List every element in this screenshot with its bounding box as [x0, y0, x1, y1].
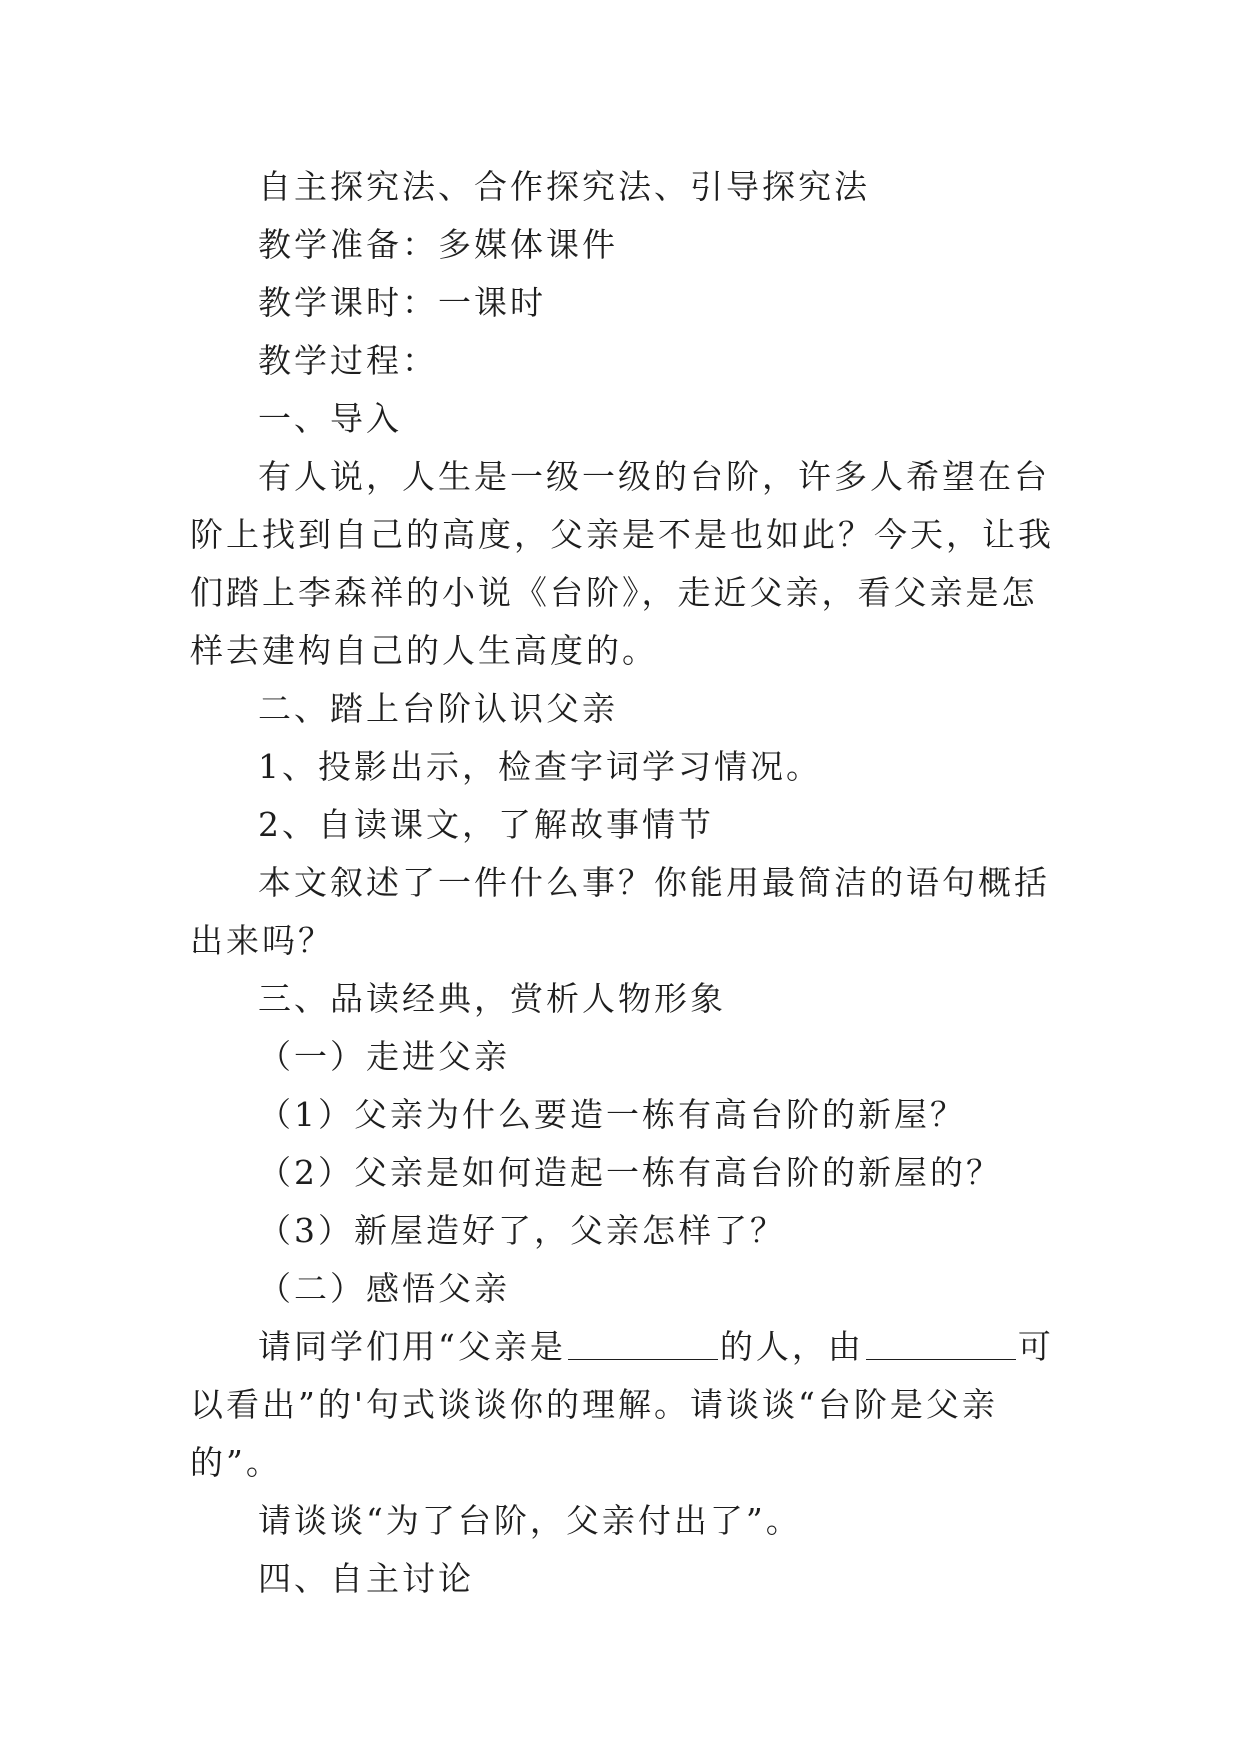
- method-line: 自主探究法、合作探究法、引导探究法: [258, 167, 870, 206]
- section-4-heading: 四、自主讨论: [258, 1559, 474, 1598]
- question-3-line: （3）新屋造好了，父亲怎样了？: [258, 1211, 786, 1250]
- document-body: [190, 158, 1060, 1608]
- process-heading: 教学过程：: [258, 341, 438, 380]
- question-2-line: （2）父亲是如何造起一栋有高台阶的新屋的？: [258, 1153, 1002, 1192]
- fill-blank-2: [866, 1326, 1016, 1360]
- step-1-line: 1、投影出示，检查字词学习情况。: [258, 747, 822, 786]
- fill-blank-1: [568, 1326, 718, 1360]
- subsection-2-heading: （二）感悟父亲: [258, 1269, 510, 1308]
- section-3-heading: 三、品读经典，赏析人物形象: [258, 979, 726, 1018]
- section-1-heading: 一、导入: [258, 399, 402, 438]
- fill-in-paragraph: [190, 1318, 1060, 1492]
- discussion-prompt-line: 请谈谈“为了台阶，父亲付出了”。: [258, 1501, 802, 1540]
- preparation-line: 教学准备：多媒体课件: [258, 225, 618, 264]
- fill-text-part-2: 的人，由: [719, 1327, 864, 1366]
- question-paragraph: 本文叙述了一件什么事？你能用最简洁的语句概括出来吗？: [190, 863, 1050, 960]
- subsection-1-heading: （一）走进父亲: [258, 1037, 510, 1076]
- question-1-line: （1）父亲为什么要造一栋有高台阶的新屋？: [258, 1095, 966, 1134]
- fill-text-part-1: 请同学们用“父亲是: [258, 1327, 566, 1366]
- section-2-heading: 二、踏上台阶认识父亲: [258, 689, 618, 728]
- class-hours-line: 教学课时：一课时: [258, 283, 546, 322]
- intro-paragraph: 有人说，人生是一级一级的台阶，许多人希望在台阶上找到自己的高度，父亲是不是也如此？今天，让我们踏上李森祥的小说《台阶》，走近父亲，看父亲是怎样去建构自己的人生高度的。: [190, 457, 1054, 670]
- step-2-line: 2、自读课文，了解故事情节: [258, 805, 714, 844]
- fill-text-part-3: 可以看出”的'句式谈谈你的理解。请谈谈“台阶是父亲的”。: [190, 1327, 1054, 1482]
